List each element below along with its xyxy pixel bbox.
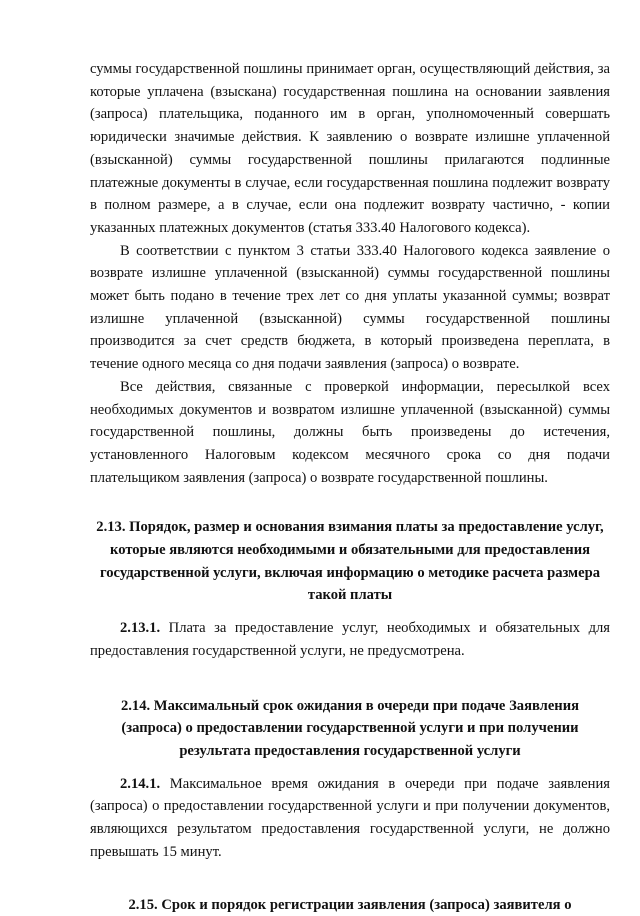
item-text-2-14-1: Максимальное время ожидания в очереди при подаче заявления (запроса) о предоставлении государственной услуги и при получении документов, являющихся результатом предоставления государственной услуги, не должно превышать 15 минут. [90, 776, 610, 860]
item-number-2-13-1: 2.13.1. [120, 620, 160, 636]
section-heading-2-14: 2.14. Максимальный срок ожидания в очереди при подаче Заявления (запроса) о предоставлении государственной услуги и при получении результата предоставления государственной услуги [90, 695, 610, 763]
section-heading-2-13: 2.13. Порядок, размер и основания взимания платы за предоставление услуг, которые являются необходимыми и обязательными для предоставления государственной услуги, включая информацию о методике расчета размера такой платы [90, 516, 610, 607]
paragraph-refund-deadline: В соответствии с пунктом 3 статьи 333.40 Налогового кодекса заявление о возврате излишне уплаченной (взысканной) суммы государственной пошлины может быть подано в течение трех лет со дня уплаты указанной суммы; возврат излишне уплаченной (взысканной) суммы государственной пошлины производится за счет средств бюджета, в который произведена переплата, в течение одного месяца со дня подачи заявления (запроса) о возврате. [90, 240, 610, 376]
item-text-2-13-1: Плата за предоставление услуг, необходимых и обязательных для предоставления государственной услуги, не предусмотрена. [90, 620, 610, 659]
paragraph-refund-actions: Все действия, связанные с проверкой информации, пересылкой всех необходимых документов и возвратом излишне уплаченной (взысканной) суммы государственной пошлины, должны быть произведены до истечения, установленного Налоговым кодексом месячного срока со дня подачи плательщиком заявления (запроса) о возврате государственной пошлины. [90, 376, 610, 490]
paragraph-refund-procedure: суммы государственной пошлины принимает орган, осуществляющий действия, за которые уплачена (взыскана) государственная пошлина на основании заявления (запроса) плательщика, поданного им в орган, уполномоченный совершать юридически значимые действия. К заявлению о возврате излишне уплаченной (взысканной) суммы государственной пошлины прилагаются подлинные платежные документы в случае, если государственная пошлина подлежит возврату в полном размере, а в случае, если она подлежит возврату частично, - копии указанных платежных документов (статья 333.40 Налогового кодекса). [90, 58, 610, 240]
paragraph-2-14-1 [90, 773, 610, 864]
paragraph-2-13-1 [90, 617, 610, 662]
section-heading-2-15: 2.15. Срок и порядок регистрации заявления (запроса) заявителя о [90, 894, 610, 916]
item-number-2-14-1: 2.14.1. [120, 776, 160, 792]
